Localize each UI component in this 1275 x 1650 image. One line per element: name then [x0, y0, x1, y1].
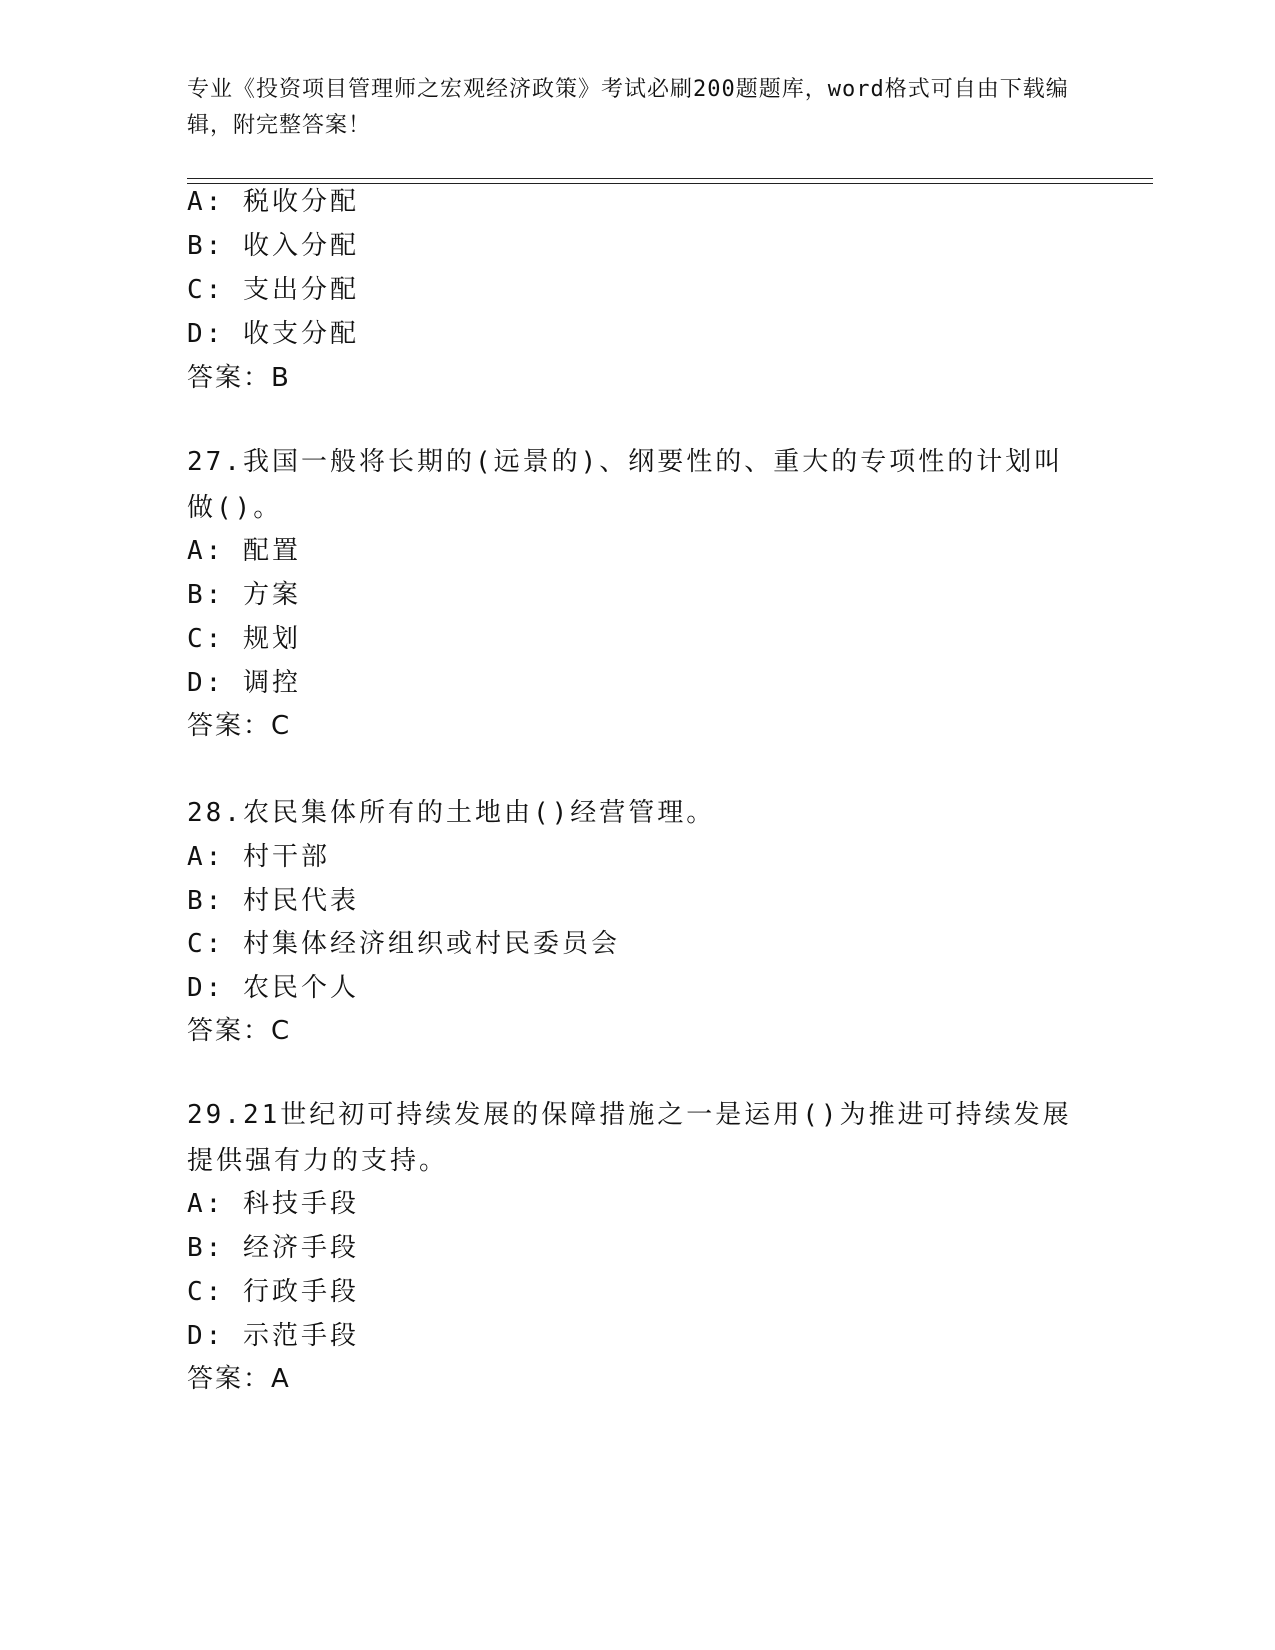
q27-option-a: A: 配置	[187, 536, 301, 566]
q29-option-b: B: 经济手段	[187, 1233, 359, 1263]
q27-option-d: D: 调控	[187, 668, 301, 698]
q26-option-b: B: 收入分配	[187, 231, 359, 261]
header-divider-top	[187, 178, 1153, 179]
q27-option-b: B: 方案	[187, 580, 301, 610]
q28-answer: 答案：C	[187, 1016, 292, 1046]
document-header: 专业《投资项目管理师之宏观经济政策》考试必刷200题题库，word格式可自由下载编辑，附完整答案！	[187, 77, 1069, 138]
q26-option-a: A: 税收分配	[187, 187, 359, 217]
q26-option-d: D: 收支分配	[187, 319, 359, 349]
q29-option-d: D: 示范手段	[187, 1321, 359, 1351]
q28-option-d: D: 农民个人	[187, 973, 359, 1003]
q29-answer: 答案：A	[187, 1364, 291, 1394]
q27-option-c: C: 规划	[187, 624, 301, 654]
q29-option-c: C: 行政手段	[187, 1277, 359, 1307]
q28-option-b: B: 村民代表	[187, 886, 359, 916]
q28-question: 28.农民集体所有的土地由()经营管理。	[187, 798, 716, 828]
q29-option-a: A: 科技手段	[187, 1189, 359, 1219]
q28-option-c: C: 村集体经济组织或村民委员会	[187, 929, 620, 959]
q26-answer: 答案：B	[187, 363, 291, 393]
q26-option-c: C: 支出分配	[187, 275, 359, 305]
q27-answer: 答案：C	[187, 711, 292, 741]
q29-question: 29.21世纪初可持续发展的保障措施之一是运用()为推进可持续发展提供强有力的支持。	[187, 1100, 1072, 1176]
q28-option-a: A: 村干部	[187, 842, 330, 872]
header-divider-bottom	[187, 183, 1153, 184]
q27-question: 27.我国一般将长期的(远景的)、纲要性的、重大的专项性的计划叫做()。	[187, 447, 1064, 523]
